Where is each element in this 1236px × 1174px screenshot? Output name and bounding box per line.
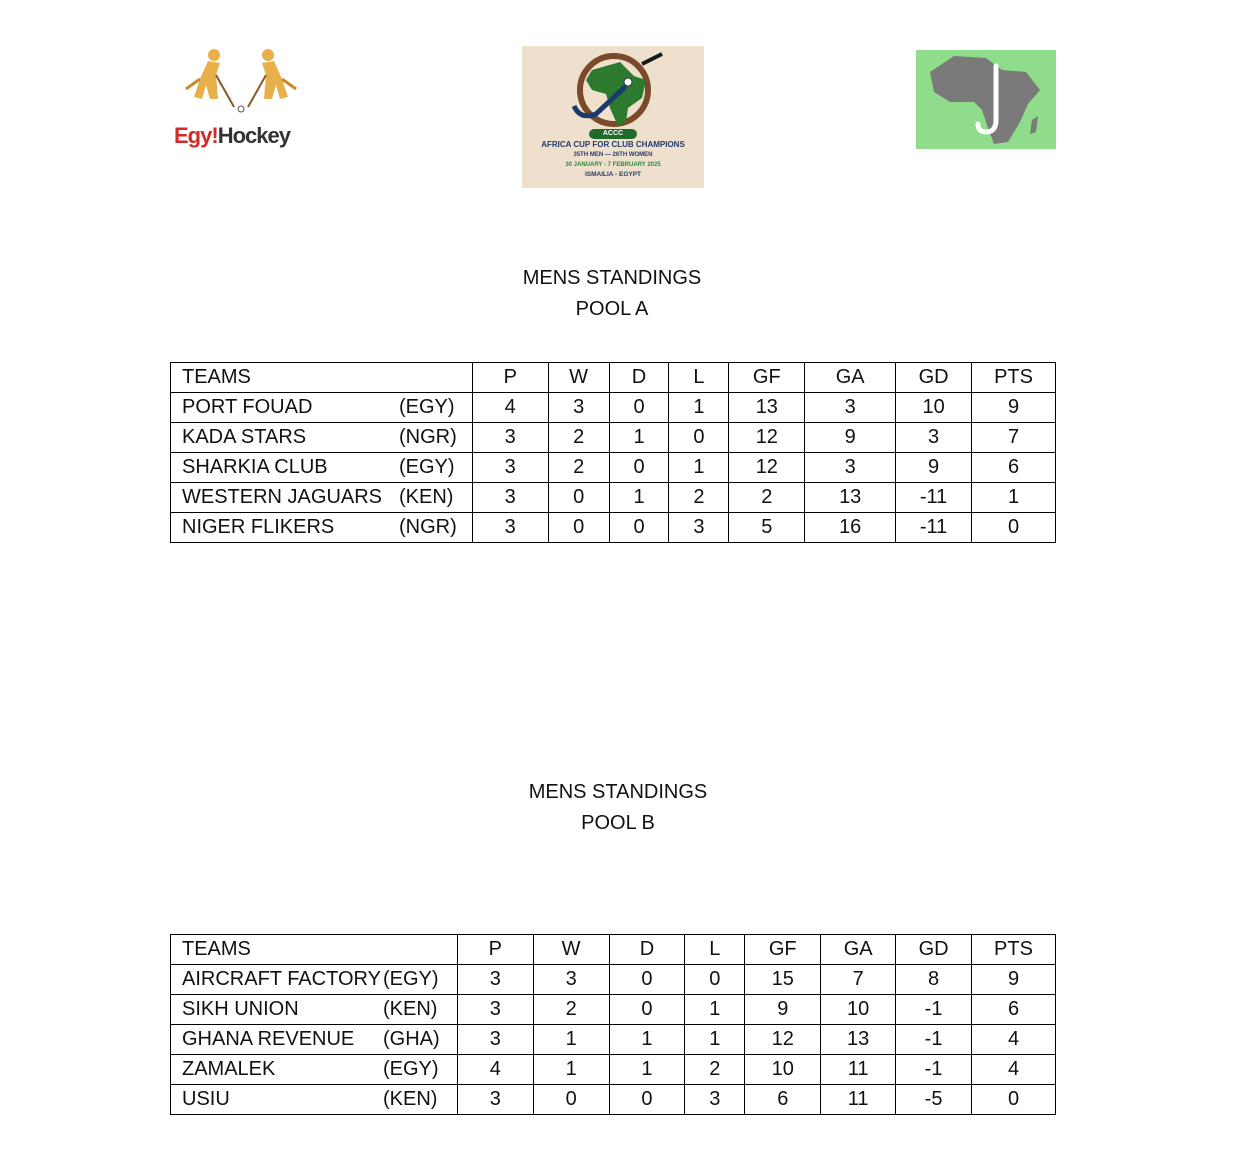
drawn-cell: 0 [609,995,685,1025]
points-cell: 6 [972,453,1056,483]
played-cell: 3 [472,453,548,483]
lost-cell: 0 [685,965,745,995]
won-cell: 1 [533,1025,609,1055]
header-p: P [472,363,548,393]
lost-cell: 3 [669,513,729,543]
country-code: (KEN) [383,1088,438,1110]
team-name: NIGER FLIKERS [182,516,335,538]
team-name: ZAMALEK [182,1058,276,1080]
points-cell: 4 [972,1025,1056,1055]
egyhockey-wordmark [174,123,290,149]
goals-for-cell: 6 [745,1085,821,1115]
team-cell [171,1085,458,1115]
team-name: PORT FOUAD [182,396,313,418]
lost-cell: 2 [685,1055,745,1085]
goal-difference-cell: 10 [896,393,972,423]
played-cell: 4 [457,1055,533,1085]
won-cell: 2 [548,423,609,453]
lost-cell: 2 [669,483,729,513]
team-cell [171,965,458,995]
drawn-cell: 1 [609,1055,685,1085]
country-code: (EGY) [399,456,455,478]
drawn-cell: 0 [609,1085,685,1115]
country-code: (NGR) [399,426,457,448]
header-l: L [669,363,729,393]
header-d: D [609,935,685,965]
team-cell [171,995,458,1025]
won-cell: 3 [548,393,609,423]
team-cell [171,1055,458,1085]
country-code: (KEN) [383,998,438,1020]
table-row [171,995,1056,1025]
played-cell: 3 [457,1025,533,1055]
goals-for-cell: 10 [745,1055,821,1085]
pool-a-standings-table [170,362,1056,543]
pool-b-title: MENS STANDINGS [528,781,708,803]
drawn-cell: 0 [609,965,685,995]
table-row [171,1055,1056,1085]
country-code: (KEN) [399,486,454,508]
won-cell: 0 [533,1085,609,1115]
country-code: (GHA) [383,1028,440,1050]
drawn-cell: 1 [609,1025,685,1055]
egyhockey-logo [172,45,312,160]
goals-for-cell: 9 [745,995,821,1025]
header-pts: PTS [972,935,1056,965]
header-d: D [609,363,669,393]
egyhockey-brand-part1: Egy! [174,123,218,148]
goals-against-cell: 16 [805,513,896,543]
table-row [171,453,1056,483]
lost-cell: 1 [669,453,729,483]
goals-against-cell: 11 [821,1085,896,1115]
goals-for-cell: 12 [729,453,805,483]
accc-caption [522,126,704,180]
team-name: KADA STARS [182,426,307,448]
won-cell: 0 [548,483,609,513]
lost-cell: 0 [669,423,729,453]
goals-for-cell: 12 [745,1025,821,1055]
goals-for-cell: 12 [729,423,805,453]
accc-logo [522,46,704,188]
accc-africa-map-hockey-icon [522,46,704,128]
team-cell [171,393,473,423]
table-header-row [171,363,1056,393]
table-row [171,1025,1056,1055]
header-teams: TEAMS [171,935,458,965]
lost-cell: 1 [685,1025,745,1055]
lost-cell: 1 [669,393,729,423]
header-gd: GD [896,363,972,393]
team-name: SIKH UNION [182,998,299,1020]
pool-b-subtitle: POOL B [581,812,655,834]
played-cell: 3 [457,995,533,1025]
team-name: SHARKIA CLUB [182,456,328,478]
table-row [171,393,1056,423]
accc-dates: 30 JANUARY - 7 FEBRUARY 2025 [565,162,661,168]
goals-against-cell: 10 [821,995,896,1025]
header-w: W [533,935,609,965]
header-gf: GF [745,935,821,965]
drawn-cell: 1 [609,423,669,453]
table-row [171,965,1056,995]
table-row [171,513,1056,543]
goal-difference-cell: -1 [896,1055,972,1085]
goals-against-cell: 13 [805,483,896,513]
played-cell: 4 [472,393,548,423]
goal-difference-cell: -11 [896,483,972,513]
lost-cell: 3 [685,1085,745,1115]
won-cell: 2 [548,453,609,483]
header-ga: GA [805,363,896,393]
points-cell: 1 [972,483,1056,513]
team-name: GHANA REVENUE [182,1028,355,1050]
drawn-cell: 0 [609,393,669,423]
africa-hockey-stick-icon [916,50,1056,149]
header-pts: PTS [972,363,1056,393]
points-cell: 4 [972,1055,1056,1085]
played-cell: 3 [472,483,548,513]
header-l: L [685,935,745,965]
header-ga: GA [821,935,896,965]
team-name: AIRCRAFT FACTORY [182,968,381,990]
accc-edition: 35TH MEN — 26TH WOMEN [573,152,653,158]
played-cell: 3 [472,423,548,453]
team-cell [171,1025,458,1055]
drawn-cell: 0 [609,513,669,543]
lost-cell: 1 [685,995,745,1025]
goals-against-cell: 7 [821,965,896,995]
header-teams: TEAMS [171,363,473,393]
team-cell [171,513,473,543]
points-cell: 0 [972,513,1056,543]
pool-b-standings-table [170,934,1056,1115]
table-row [171,483,1056,513]
points-cell: 0 [972,1085,1056,1115]
pool-a-subtitle: POOL A [575,298,649,320]
goal-difference-cell: 8 [896,965,972,995]
goals-against-cell: 3 [805,393,896,423]
header-gf: GF [729,363,805,393]
country-code: (EGY) [383,1058,439,1080]
goal-difference-cell: -1 [896,1025,972,1055]
played-cell: 3 [472,513,548,543]
team-name: USIU [182,1088,230,1110]
goals-for-cell: 13 [729,393,805,423]
points-cell: 9 [972,393,1056,423]
egyhockey-brand-part2: Hockey [217,123,290,148]
africa-hockey-logo [916,50,1056,149]
header-p: P [457,935,533,965]
points-cell: 9 [972,965,1056,995]
country-code: (EGY) [383,968,439,990]
header-w: W [548,363,609,393]
accc-event-name: AFRICA CUP FOR CLUB CHAMPIONS [541,140,685,149]
team-cell [171,483,473,513]
played-cell: 3 [457,1085,533,1115]
goals-against-cell: 9 [805,423,896,453]
country-code: (NGR) [399,516,457,538]
goal-difference-cell: 3 [896,423,972,453]
goal-difference-cell: -1 [896,995,972,1025]
table-row [171,1085,1056,1115]
goals-for-cell: 2 [729,483,805,513]
accc-acronym: ACCC [589,129,637,139]
won-cell: 1 [533,1055,609,1085]
goals-against-cell: 13 [821,1025,896,1055]
goals-against-cell: 11 [821,1055,896,1085]
goal-difference-cell: -11 [896,513,972,543]
goals-against-cell: 3 [805,453,896,483]
drawn-cell: 1 [609,483,669,513]
accc-location: ISMAILIA - EGYPT [584,171,642,178]
won-cell: 0 [548,513,609,543]
goals-for-cell: 5 [729,513,805,543]
table-row [171,423,1056,453]
pool-b-heading [0,777,1236,839]
team-cell [171,423,473,453]
pool-a-title: MENS STANDINGS [522,267,702,289]
country-code: (EGY) [399,396,455,418]
points-cell: 6 [972,995,1056,1025]
team-cell [171,453,473,483]
pool-a-heading [0,263,1230,325]
won-cell: 3 [533,965,609,995]
drawn-cell: 0 [609,453,669,483]
table-header-row [171,935,1056,965]
egyhockey-logo-icon [172,45,312,125]
points-cell: 7 [972,423,1056,453]
header-gd: GD [896,935,972,965]
team-name: WESTERN JAGUARS [182,486,383,508]
goal-difference-cell: 9 [896,453,972,483]
goals-for-cell: 15 [745,965,821,995]
goal-difference-cell: -5 [896,1085,972,1115]
won-cell: 2 [533,995,609,1025]
played-cell: 3 [457,965,533,995]
